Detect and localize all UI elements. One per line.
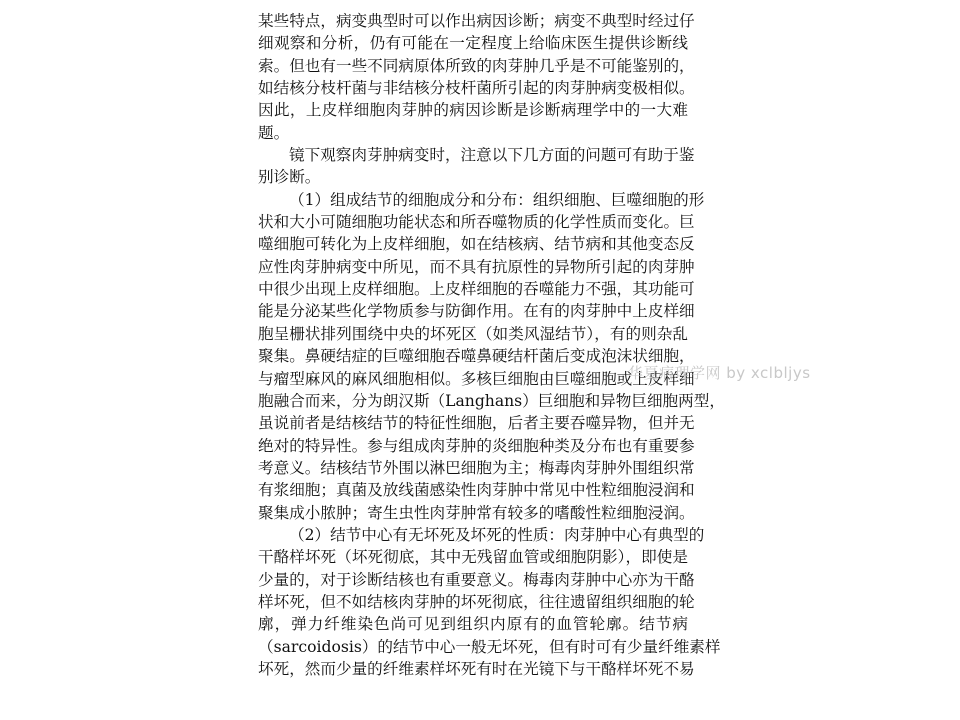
text-line: 绝对的特异性。参与组成肉芽肿的炎细胞种类及分布也有重要参	[258, 436, 695, 455]
text-line: 样坏死，但不如结核肉芽肿的坏死彻底，往往遗留组织细胞的轮	[258, 592, 695, 611]
text-line: 干酪样坏死（坏死彻底，其中无残留血管或细胞阴影），即使是	[258, 548, 688, 567]
text-line: 应性肉芽肿病变中所见，而不具有抗原性的异物所引起的肉芽肿	[258, 257, 695, 276]
text-line: （1）组成结节的细胞成分和分布：组织细胞、巨噬细胞的形	[289, 190, 705, 209]
text-line: 镜下观察肉芽肿病变时，注意以下几方面的问题可有助于鉴	[289, 146, 695, 165]
text-line: 有浆细胞；真菌及放线菌感染性肉芽肿中常见中性粒细胞浸润和	[258, 481, 695, 500]
text-line: 与瘤型麻风的麻风细胞相似。多核巨细胞由巨噬细胞或上皮样细	[258, 369, 695, 388]
text-line: 噬细胞可转化为上皮样细胞，如在结核病、结节病和其他变态反	[258, 235, 695, 254]
text-line: 聚集。鼻硬结症的巨噬细胞吞噬鼻硬结杆菌后变成泡沫状细胞，	[258, 347, 695, 366]
text-line: （2）结节中心有无坏死及坏死的性质：肉芽肿中心有典型的	[289, 525, 705, 544]
text-line: 因此，上皮样细胞肉芽肿的病因诊断是诊断病理学中的一大难	[258, 101, 688, 120]
text-line: 坏死，然而少量的纤维素样坏死有时在光镜下与干酪样坏死不易	[258, 659, 695, 678]
text-line: 胞呈栅状排列围绕中央的坏死区（如类风湿结节），有的则杂乱	[258, 324, 688, 343]
text-line: 如结核分枝杆菌与非结核分枝杆菌所引起的肉芽肿病变极相似。	[258, 79, 695, 98]
text-line: 中很少出现上皮样细胞。上皮样细胞的吞噬能力不强，其功能可	[258, 280, 695, 299]
text-line: 细观察和分析，仍有可能在一定程度上给临床医生提供诊断线	[258, 34, 688, 53]
watermark: 华夏病理学网 by xclbljys	[628, 364, 811, 382]
text-line: 索。但也有一些不同病原体所致的肉芽肿几乎是不可能鉴别的，	[258, 56, 695, 75]
text-line: 考意义。结核结节外围以淋巴细胞为主；梅毒肉芽肿外围组织常	[258, 458, 695, 477]
text-line: 胞融合而来，分为朗汉斯（Langhans）巨细胞和异物巨细胞两型，	[258, 391, 725, 410]
text-line: 虽说前者是结核结节的特征性细胞，后者主要吞噬异物，但并无	[258, 414, 695, 433]
text-line: 少量的，对于诊断结核也有重要意义。梅毒肉芽肿中心亦为干酪	[258, 570, 695, 589]
text-line: 别诊断。	[258, 168, 321, 187]
text-line: 能是分泌某些化学物质参与防御作用。在有的肉芽肿中上皮样细	[258, 302, 695, 321]
text-line: 聚集成小脓肿；寄生虫性肉芽肿常有较多的嗜酸性粒细胞浸润。	[258, 503, 695, 522]
text-line: （sarcoidosis）的结节中心一般无坏死，但有时可有少量纤维素样	[258, 637, 721, 656]
text-line: 廓，弹力纤维染色尚可见到组织内原有的血管轮廓。结节病	[258, 615, 688, 634]
text-line: 题。	[258, 123, 290, 142]
text-line: 状和大小可随细胞功能状态和所吞噬物质的化学性质而变化。巨	[258, 213, 695, 232]
text-line: 某些特点，病变典型时可以作出病因诊断；病变不典型时经过仔	[258, 12, 695, 30]
